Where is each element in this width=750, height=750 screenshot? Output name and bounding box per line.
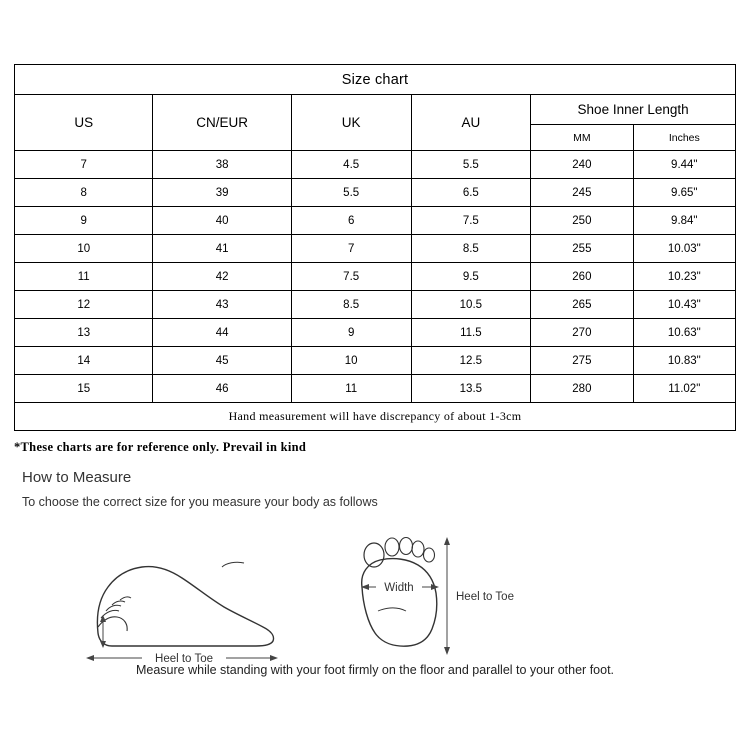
top-length-dimension [444, 537, 514, 655]
top-width-label: Width [384, 582, 414, 594]
cell-cn-eur: 46 [153, 375, 291, 403]
header-uk: UK [291, 95, 411, 151]
cell-us: 15 [15, 375, 153, 403]
cell-uk: 7.5 [291, 263, 411, 291]
cell-mm: 270 [531, 319, 633, 347]
subheader-mm: MM [531, 125, 633, 151]
header-us: US [15, 95, 153, 151]
how-to-measure-subtitle: To choose the correct size for you measure your body as follows [22, 495, 378, 509]
table-title-row [15, 65, 736, 95]
cell-mm: 250 [531, 207, 633, 235]
cell-cn-eur: 42 [153, 263, 291, 291]
cell-inches: 9.65" [633, 179, 735, 207]
table-footer-row [15, 403, 736, 431]
cell-mm: 245 [531, 179, 633, 207]
cell-uk: 4.5 [291, 151, 411, 179]
cell-inches: 10.03" [633, 235, 735, 263]
foot-diagrams-svg [0, 515, 750, 675]
measurement-diagrams [0, 515, 750, 675]
cell-au: 8.5 [411, 235, 531, 263]
table-row [15, 347, 736, 375]
cell-cn-eur: 39 [153, 179, 291, 207]
cell-mm: 275 [531, 347, 633, 375]
cell-mm: 255 [531, 235, 633, 263]
cell-inches: 9.84" [633, 207, 735, 235]
table-row [15, 291, 736, 319]
cell-inches: 10.23" [633, 263, 735, 291]
cell-us: 9 [15, 207, 153, 235]
subheader-inches: Inches [633, 125, 735, 151]
cell-au: 7.5 [411, 207, 531, 235]
cell-us: 12 [15, 291, 153, 319]
cell-cn-eur: 38 [153, 151, 291, 179]
chart-footer-note: Hand measurement will have discrepancy of about 1-3cm [15, 403, 736, 431]
cell-au: 13.5 [411, 375, 531, 403]
cell-cn-eur: 44 [153, 319, 291, 347]
top-width-dimension [361, 579, 439, 595]
cell-inches: 10.63" [633, 319, 735, 347]
cell-au: 6.5 [411, 179, 531, 207]
table-header-row [15, 95, 736, 125]
cell-au: 12.5 [411, 347, 531, 375]
cell-mm: 260 [531, 263, 633, 291]
cell-uk: 5.5 [291, 179, 411, 207]
top-length-label: Heel to Toe [456, 591, 514, 603]
cell-au: 11.5 [411, 319, 531, 347]
cell-us: 10 [15, 235, 153, 263]
cell-mm: 265 [531, 291, 633, 319]
side-view-foot-illustration [86, 562, 278, 675]
how-to-measure-title: How to Measure [22, 469, 132, 486]
cell-us: 8 [15, 179, 153, 207]
header-shoe-inner-length: Shoe Inner Length [531, 95, 736, 125]
cell-uk: 9 [291, 319, 411, 347]
measure-caption: Measure while standing with your foot firmly on the floor and parallel to your other foot. [135, 663, 615, 677]
cell-au: 10.5 [411, 291, 531, 319]
table-row [15, 207, 736, 235]
table-row [15, 319, 736, 347]
table-row [15, 179, 736, 207]
table-row [15, 263, 736, 291]
cell-inches: 10.83" [633, 347, 735, 375]
cell-cn-eur: 40 [153, 207, 291, 235]
cell-cn-eur: 45 [153, 347, 291, 375]
size-chart-container [14, 64, 736, 431]
chart-title: Size chart [15, 65, 736, 95]
cell-inches: 9.44" [633, 151, 735, 179]
cell-uk: 7 [291, 235, 411, 263]
top-view-foot-illustration [361, 537, 514, 655]
cell-us: 13 [15, 319, 153, 347]
cell-us: 7 [15, 151, 153, 179]
cell-uk: 8.5 [291, 291, 411, 319]
reference-note: *These charts are for reference only. Prevail in kind [14, 440, 307, 454]
cell-us: 11 [15, 263, 153, 291]
table-row [15, 375, 736, 403]
table-row [15, 151, 736, 179]
side-length-label: Heel to Toe [155, 653, 213, 665]
cell-au: 9.5 [411, 263, 531, 291]
size-chart-table [14, 64, 736, 431]
cell-us: 14 [15, 347, 153, 375]
cell-inches: 11.02" [633, 375, 735, 403]
cell-uk: 10 [291, 347, 411, 375]
header-cn-eur: CN/EUR [153, 95, 291, 151]
cell-inches: 10.43" [633, 291, 735, 319]
cell-au: 5.5 [411, 151, 531, 179]
cell-uk: 6 [291, 207, 411, 235]
cell-mm: 280 [531, 375, 633, 403]
cell-cn-eur: 43 [153, 291, 291, 319]
table-row [15, 235, 736, 263]
cell-mm: 240 [531, 151, 633, 179]
header-au: AU [411, 95, 531, 151]
cell-uk: 11 [291, 375, 411, 403]
cell-cn-eur: 41 [153, 235, 291, 263]
